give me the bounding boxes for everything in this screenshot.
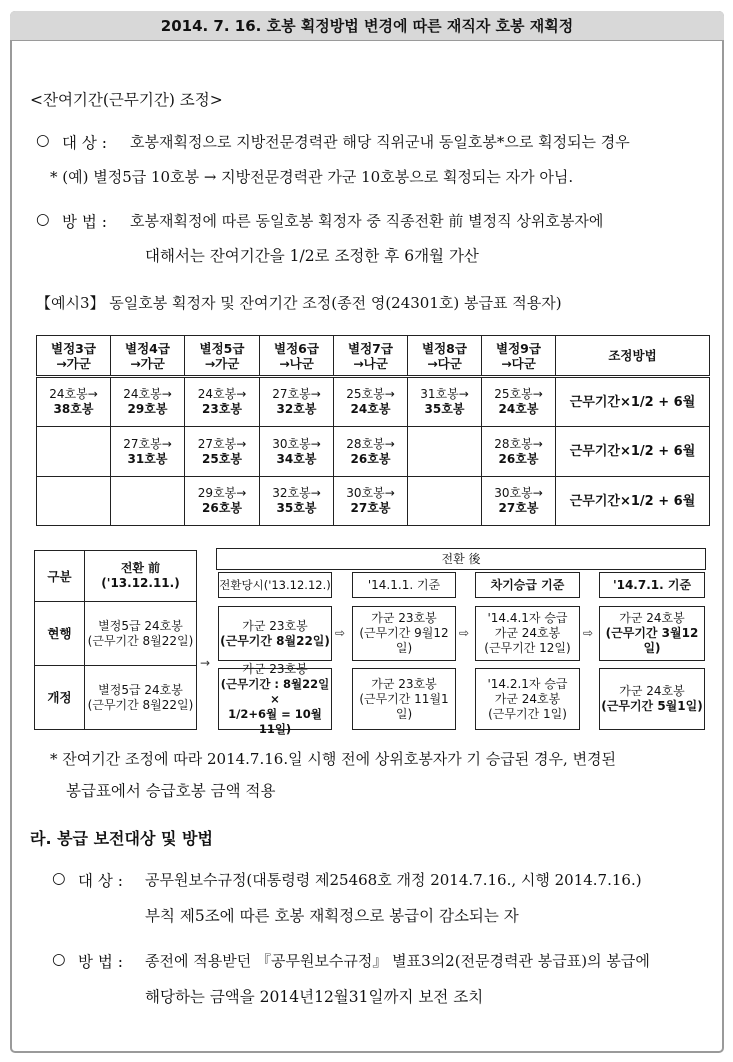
target-bullet: ○ <box>36 131 50 149</box>
table-cell: 24호봉→ 23호봉 <box>185 377 260 427</box>
table-cell: 30호봉→ 27호봉 <box>482 477 556 526</box>
table-cell: 27호봉→ 31호봉 <box>111 427 185 477</box>
table-cell <box>408 477 482 526</box>
header-cell: 별정8급 →다군 <box>408 336 482 377</box>
ra-method-bullet: ○ <box>52 950 66 968</box>
table-cell: 27호봉→ 32호봉 <box>260 377 334 427</box>
ra-method-label: 방 법 : <box>78 953 124 971</box>
table-cell: 30호봉→ 27호봉 <box>334 477 408 526</box>
stage-label-1: 전환당시('13.12.12.) <box>218 572 332 598</box>
table-header-row <box>37 336 710 377</box>
step-arrow: ⇨ <box>459 626 470 640</box>
flow-row-revised-label: 개정 <box>34 665 85 730</box>
revised-stage-4: 가군 24호봉 (근무기간 5월1일) <box>599 668 705 730</box>
example-table <box>36 335 710 526</box>
header-cell: 별정9급 →다군 <box>482 336 556 377</box>
table-cell: 32호봉→ 35호봉 <box>260 477 334 526</box>
revised-stage-1: 가군 23호봉 (근무기간 : 8월22일× 1/2+6월 = 10월 11일) <box>218 668 332 730</box>
example-title: 【예시3】 동일호봉 획정자 및 잔여기간 조정(종전 영(24301호) 봉급표 적용자) <box>36 294 562 312</box>
header-cell: 별정6급 →나군 <box>260 336 334 377</box>
header-cell: 별정5급 →가군 <box>185 336 260 377</box>
table-cell: 28호봉→ 26호봉 <box>482 427 556 477</box>
table-cell: 31호봉→ 35호봉 <box>408 377 482 427</box>
step-arrow: ⇨ <box>583 626 594 640</box>
target-label: 대 상 : <box>62 134 108 152</box>
table-cell-method: 근무기간×1/2 + 6월 <box>556 477 710 526</box>
note-example: * (예) 별정5급 10호봉 → 지방전문경력관 가군 10호봉으로 획정되는 자가 아님. <box>50 168 574 186</box>
current-stage-3: '14.4.1자 승급 가군 24호봉 (근무기간 12일) <box>475 606 580 661</box>
table-cell: 24호봉→ 29호봉 <box>111 377 185 427</box>
ra-target-line-1: 공무원보수규정(대통령령 제25468호 개정 2014.7.16., 시행 2014.7.16.) <box>145 871 642 889</box>
table-row <box>37 427 710 477</box>
ra-target-bullet: ○ <box>52 869 66 887</box>
ra-method-line-2: 해당하는 금액을 2014년12월31일까지 보전 조치 <box>145 988 484 1006</box>
flow-main-arrow: → <box>200 656 211 670</box>
section-heading: 라. 봉급 보전대상 및 방법 <box>30 829 213 848</box>
table-cell: 27호봉→ 25호봉 <box>185 427 260 477</box>
header-cell: 별정7급 →나군 <box>334 336 408 377</box>
flow-revised-before: 별정5급 24호봉 (근무기간 8월22일) <box>84 665 197 730</box>
revised-stage-3: '14.2.1자 승급 가군 24호봉 (근무기간 1일) <box>475 668 580 730</box>
stage-label-3: 차기승급 기준 <box>475 572 580 598</box>
method-bullet: ○ <box>36 210 50 228</box>
table-cell <box>37 427 111 477</box>
table-cell <box>111 477 185 526</box>
table-row <box>37 477 710 526</box>
table-cell-method: 근무기간×1/2 + 6월 <box>556 427 710 477</box>
ra-method-line-1: 종전에 적용받던 『공무원보수규정』 별표3의2(전문경력관 봉급표)의 봉급에 <box>145 952 650 970</box>
flow-before-label: 전환 前('13.12.11.) <box>84 550 197 602</box>
revised-stage-2: 가군 23호봉 (근무기간 11월1일) <box>352 668 456 730</box>
stage-label-2: '14.1.1. 기준 <box>352 572 456 598</box>
flow-row-current-label: 현행 <box>34 601 85 666</box>
stage-label-4: '14.7.1. 기준 <box>599 572 705 598</box>
table-cell-method: 근무기간×1/2 + 6월 <box>556 377 710 427</box>
header-cell-method: 조정방법 <box>556 336 710 377</box>
table-cell: 24호봉→ 38호봉 <box>37 377 111 427</box>
table-cell: 29호봉→ 26호봉 <box>185 477 260 526</box>
table-cell <box>37 477 111 526</box>
step-arrow: ⇨ <box>335 626 346 640</box>
document-title: 2014. 7. 16. 호봉 획정방법 변경에 따른 재직자 호봉 재획정 <box>10 11 724 41</box>
table-cell: 30호봉→ 34호봉 <box>260 427 334 477</box>
table-cell <box>408 427 482 477</box>
method-label: 방 법 : <box>62 213 108 231</box>
note-residual-line-2: 봉급표에서 승급호봉 금액 적용 <box>66 782 276 800</box>
table-cell: 25호봉→ 24호봉 <box>334 377 408 427</box>
method-line-2: 대해서는 잔여기간을 1/2로 조정한 후 6개월 가산 <box>145 247 479 265</box>
note-residual-line-1: * 잔여기간 조정에 따라 2014.7.16.일 시행 전에 상위호봉자가 기 승급된 경우, 변경된 <box>50 750 617 768</box>
current-stage-2: 가군 23호봉 (근무기간 9월12일) <box>352 606 456 661</box>
current-stage-4: 가군 24호봉 (근무기간 3월12일) <box>599 606 705 661</box>
table-row <box>37 377 710 427</box>
target-text: 호봉재획정으로 지방전문경력관 해당 직위군내 동일호봉*으로 획정되는 경우 <box>130 133 630 151</box>
subheading: <잔여기간(근무기간) 조정> <box>30 91 223 109</box>
flow-col-label: 구분 <box>34 550 85 602</box>
current-stage-1: 가군 23호봉 (근무기간 8월22일) <box>218 606 332 661</box>
header-cell: 별정3급 →가군 <box>37 336 111 377</box>
flow-after-label: 전환 後 <box>216 548 706 570</box>
table-cell: 28호봉→ 26호봉 <box>334 427 408 477</box>
table-cell: 25호봉→ 24호봉 <box>482 377 556 427</box>
header-cell: 별정4급 →가군 <box>111 336 185 377</box>
flow-current-before: 별정5급 24호봉 (근무기간 8월22일) <box>84 601 197 666</box>
ra-target-line-2: 부칙 제5조에 따른 호봉 재획정으로 봉급이 감소되는 자 <box>145 907 519 925</box>
ra-target-label: 대 상 : <box>78 872 124 890</box>
method-line-1: 호봉재획정에 따른 동일호봉 획정자 중 직종전환 前 별정직 상위호봉자에 <box>130 212 604 230</box>
